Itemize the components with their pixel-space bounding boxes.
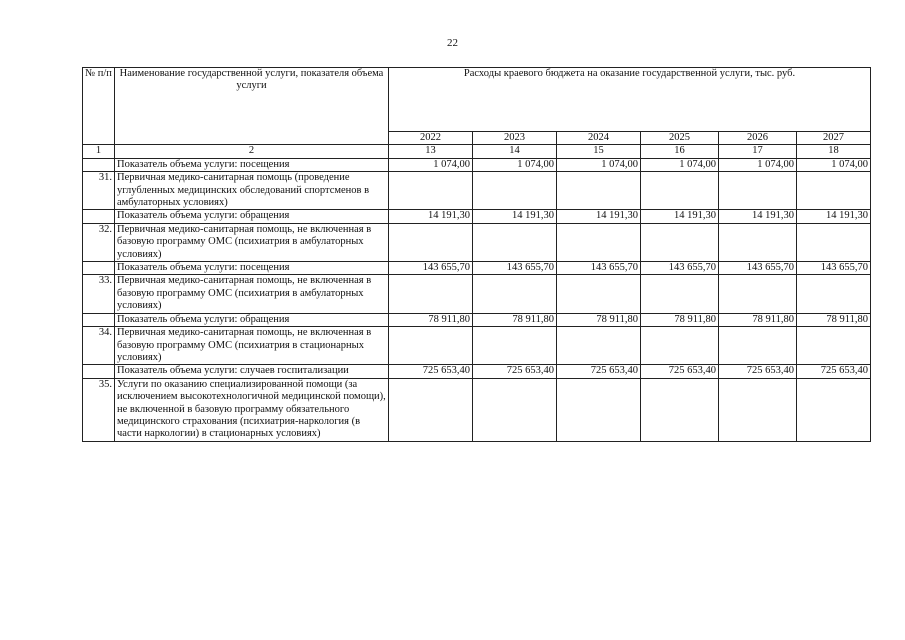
value-cell (719, 378, 797, 441)
indicator-name-cell: Показатель объема услуги: посещения (115, 158, 389, 171)
year-cell: 2023 (473, 132, 557, 145)
value-cell: 143 655,70 (797, 262, 871, 275)
value-cell (797, 172, 871, 210)
service-name-cell: Первичная медико-санитарная помощь (проведение углубленных медицинских обследований спортсменов в амбулаторных условиях) (115, 172, 389, 210)
value-cell: 1 074,00 (641, 158, 719, 171)
value-cell (389, 327, 473, 365)
row-number-cell (83, 365, 115, 378)
page-number: 22 (447, 37, 458, 49)
value-cell: 78 911,80 (389, 313, 473, 326)
column-index-row (83, 145, 871, 158)
value-cell: 143 655,70 (641, 262, 719, 275)
value-cell: 143 655,70 (473, 262, 557, 275)
value-cell (797, 378, 871, 441)
value-cell: 725 653,40 (641, 365, 719, 378)
value-cell (797, 327, 871, 365)
column-index-cell: 15 (557, 145, 641, 158)
value-cell (641, 327, 719, 365)
column-index-cell: 14 (473, 145, 557, 158)
row-number-cell (83, 262, 115, 275)
header-expenses: Расходы краевого бюджета на оказание государственной услуги, тыс. руб. (389, 68, 871, 132)
column-index-cell: 16 (641, 145, 719, 158)
row-number-cell: 31. (83, 172, 115, 210)
value-cell (797, 223, 871, 261)
value-cell: 14 191,30 (389, 210, 473, 223)
value-cell: 14 191,30 (557, 210, 641, 223)
indicator-name-cell: Показатель объема услуги: посещения (115, 262, 389, 275)
value-cell: 1 074,00 (389, 158, 473, 171)
value-cell (389, 378, 473, 441)
value-cell: 78 911,80 (719, 313, 797, 326)
year-cell: 2022 (389, 132, 473, 145)
value-cell (719, 172, 797, 210)
value-cell: 143 655,70 (389, 262, 473, 275)
table-row (83, 158, 871, 171)
value-cell (641, 378, 719, 441)
value-cell (389, 275, 473, 313)
service-name-cell: Первичная медико-санитарная помощь, не включенная в базовую программу ОМС (психиатрия в амбулаторных условиях) (115, 275, 389, 313)
row-number-cell (83, 158, 115, 171)
value-cell (473, 223, 557, 261)
value-cell (797, 275, 871, 313)
column-index-cell: 17 (719, 145, 797, 158)
value-cell: 78 911,80 (473, 313, 557, 326)
value-cell (557, 223, 641, 261)
value-cell: 725 653,40 (557, 365, 641, 378)
row-number-cell: 34. (83, 327, 115, 365)
service-name-cell: Первичная медико-санитарная помощь, не включенная в базовую программу ОМС (психиатрия в стационарных условиях) (115, 327, 389, 365)
value-cell (473, 378, 557, 441)
table-row (83, 172, 871, 210)
value-cell: 1 074,00 (473, 158, 557, 171)
indicator-name-cell: Показатель объема услуги: случаев госпитализации (115, 365, 389, 378)
table-row (83, 262, 871, 275)
value-cell (719, 327, 797, 365)
column-index-cell: 1 (83, 145, 115, 158)
value-cell: 14 191,30 (473, 210, 557, 223)
column-index-cell: 13 (389, 145, 473, 158)
value-cell (473, 327, 557, 365)
value-cell (641, 172, 719, 210)
header-num: № п/п (83, 68, 115, 145)
value-cell: 78 911,80 (641, 313, 719, 326)
value-cell: 143 655,70 (557, 262, 641, 275)
value-cell (557, 172, 641, 210)
year-cell: 2027 (797, 132, 871, 145)
value-cell (719, 275, 797, 313)
value-cell: 1 074,00 (557, 158, 641, 171)
value-cell (557, 275, 641, 313)
header-name: Наименование государственной услуги, показателя объема услуги (115, 68, 389, 145)
value-cell (389, 223, 473, 261)
value-cell (473, 172, 557, 210)
value-cell (641, 275, 719, 313)
table-row (83, 313, 871, 326)
row-number-cell: 33. (83, 275, 115, 313)
indicator-name-cell: Показатель объема услуги: обращения (115, 210, 389, 223)
value-cell: 725 653,40 (389, 365, 473, 378)
budget-table (82, 67, 871, 442)
column-index-cell: 2 (115, 145, 389, 158)
value-cell: 78 911,80 (557, 313, 641, 326)
indicator-name-cell: Показатель объема услуги: обращения (115, 313, 389, 326)
header-row (83, 68, 871, 132)
year-cell: 2024 (557, 132, 641, 145)
table-row (83, 223, 871, 261)
value-cell: 725 653,40 (719, 365, 797, 378)
year-cell: 2025 (641, 132, 719, 145)
value-cell: 14 191,30 (641, 210, 719, 223)
value-cell: 14 191,30 (719, 210, 797, 223)
value-cell: 1 074,00 (719, 158, 797, 171)
value-cell: 143 655,70 (719, 262, 797, 275)
value-cell (473, 275, 557, 313)
value-cell: 725 653,40 (473, 365, 557, 378)
row-number-cell (83, 210, 115, 223)
row-number-cell (83, 313, 115, 326)
value-cell (389, 172, 473, 210)
table-row (83, 210, 871, 223)
value-cell (557, 327, 641, 365)
service-name-cell: Услуги по оказанию специализированной помощи (за исключением высокотехнологичной медицинской помощи), не включенной в базовую программу обязательного медицинского страхования (психиатрия-наркология (в части наркологии) в стационарных условиях) (115, 378, 389, 441)
value-cell: 14 191,30 (797, 210, 871, 223)
year-cell: 2026 (719, 132, 797, 145)
value-cell: 1 074,00 (797, 158, 871, 171)
value-cell: 78 911,80 (797, 313, 871, 326)
table-row (83, 365, 871, 378)
value-cell (719, 223, 797, 261)
column-index-cell: 18 (797, 145, 871, 158)
value-cell (641, 223, 719, 261)
service-name-cell: Первичная медико-санитарная помощь, не включенная в базовую программу ОМС (психиатрия в амбулаторных условиях) (115, 223, 389, 261)
row-number-cell: 35. (83, 378, 115, 441)
value-cell (557, 378, 641, 441)
table-row (83, 378, 871, 441)
table-row (83, 327, 871, 365)
value-cell: 725 653,40 (797, 365, 871, 378)
table-row (83, 275, 871, 313)
row-number-cell: 32. (83, 223, 115, 261)
